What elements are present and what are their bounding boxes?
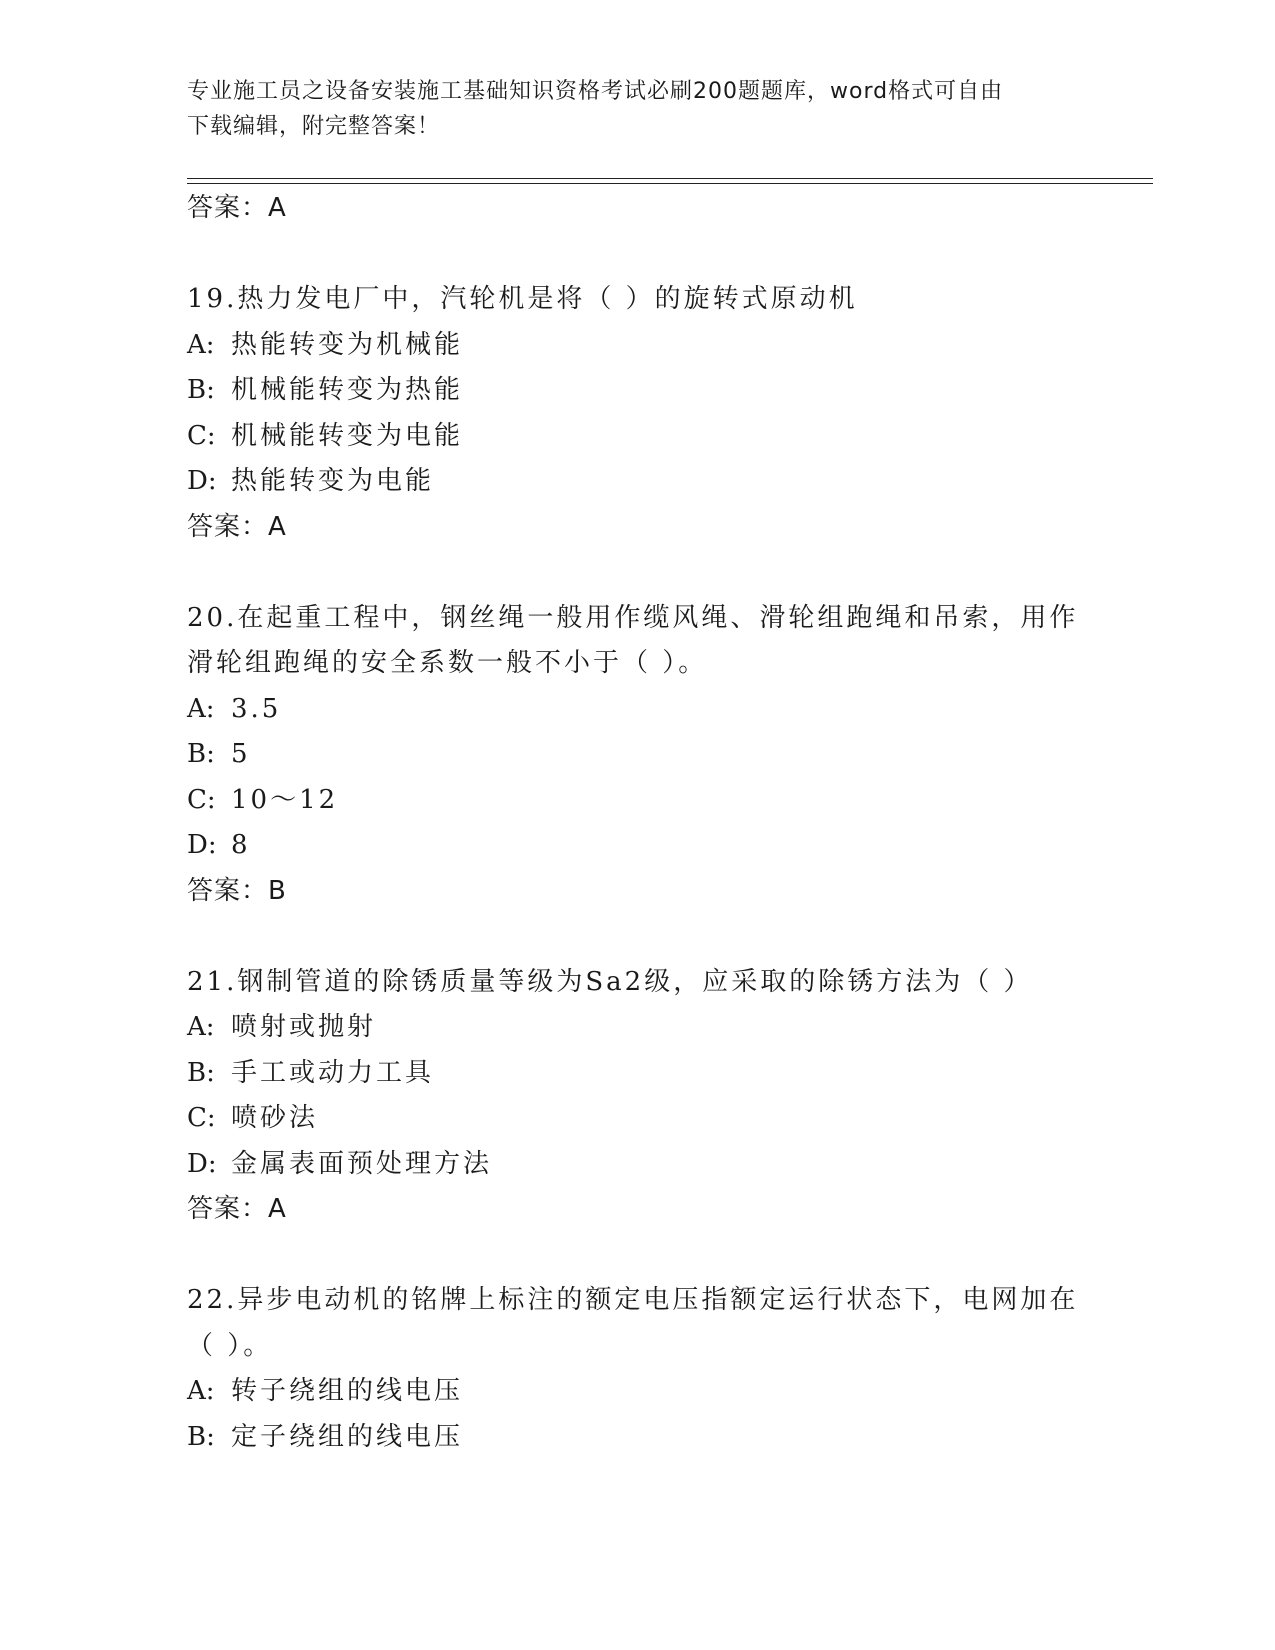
spacer xyxy=(187,550,1087,596)
option-item xyxy=(187,1142,1087,1188)
header-rule-top xyxy=(187,178,1153,179)
option-label: B: xyxy=(187,1421,215,1452)
question-text: 22.异步电动机的铭牌上标注的额定电压指额定运行状态下，电网加在 xyxy=(187,1285,1079,1315)
option-label: B: xyxy=(187,1057,215,1088)
option-label: C: xyxy=(187,784,216,815)
question-block xyxy=(187,960,1087,1233)
option-item xyxy=(187,459,1087,505)
question-block xyxy=(187,277,1087,550)
option-text: 10～12 xyxy=(231,784,339,815)
option-text: 8 xyxy=(231,830,251,860)
option-item xyxy=(187,1096,1087,1142)
option-text: 机械能转变为热能 xyxy=(231,375,464,405)
option-item xyxy=(187,323,1087,369)
header-line-2: 下载编辑，附完整答案！ xyxy=(187,114,441,139)
answer-text: 答案：A xyxy=(187,511,287,542)
previous-answer: 答案：A xyxy=(187,193,287,223)
option-text: 手工或动力工具 xyxy=(231,1057,435,1088)
question-text-continued: 滑轮组跑绳的安全系数一般不小于（ ）。 xyxy=(187,648,708,678)
header-line-1: 专业施工员之设备安装施工基础知识资格考试必刷200题题库，word格式可自由 xyxy=(187,79,1004,104)
question-text: 20.在起重工程中，钢丝绳一般用作缆风绳、滑轮组跑绳和吊索，用作 xyxy=(187,602,1079,633)
option-item xyxy=(187,1051,1087,1097)
option-text: 热能转变为机械能 xyxy=(231,329,464,360)
answer-text: 答案：A xyxy=(187,1194,287,1224)
option-item xyxy=(187,1005,1087,1051)
question-text: 21.钢制管道的除锈质量等级为Sa2级，应采取的除锈方法为（ ） xyxy=(187,966,1033,997)
option-label: C: xyxy=(187,1103,216,1133)
option-label: D: xyxy=(187,1148,217,1179)
option-item xyxy=(187,1369,1087,1415)
option-text: 5 xyxy=(231,739,251,769)
question-text: 19.热力发电厂中，汽轮机是将（ ）的旋转式原动机 xyxy=(187,284,858,314)
document-header xyxy=(187,74,1067,144)
option-text: 金属表面预处理方法 xyxy=(231,1148,493,1179)
option-text: 定子绕组的线电压 xyxy=(231,1421,464,1452)
option-label: A: xyxy=(187,693,215,724)
question-block xyxy=(187,1278,1087,1460)
option-item xyxy=(187,1415,1087,1461)
option-item xyxy=(187,732,1087,778)
option-text: 机械能转变为电能 xyxy=(231,420,464,451)
spacer xyxy=(187,1233,1087,1279)
option-item xyxy=(187,823,1087,869)
option-item xyxy=(187,687,1087,733)
spacer xyxy=(187,232,1087,278)
option-label: B: xyxy=(187,739,215,769)
option-label: B: xyxy=(187,375,215,405)
option-text: 3.5 xyxy=(231,693,282,724)
option-label: D: xyxy=(187,466,217,496)
option-label: D: xyxy=(187,830,217,860)
spacer xyxy=(187,914,1087,960)
option-text: 喷射或抛射 xyxy=(231,1012,377,1042)
option-label: A: xyxy=(187,1012,215,1042)
option-label: C: xyxy=(187,420,216,451)
answer-text: 答案：B xyxy=(187,875,287,906)
question-list xyxy=(187,186,1087,1460)
option-text: 喷砂法 xyxy=(231,1103,319,1133)
option-item xyxy=(187,368,1087,414)
option-item xyxy=(187,778,1087,824)
question-text-continued: （ ）。 xyxy=(187,1330,273,1361)
header-rule-bottom xyxy=(187,183,1153,184)
option-label: A: xyxy=(187,329,215,360)
option-label: A: xyxy=(187,1376,215,1406)
option-item xyxy=(187,414,1087,460)
question-block xyxy=(187,596,1087,915)
option-text: 热能转变为电能 xyxy=(231,466,435,496)
option-text: 转子绕组的线电压 xyxy=(231,1376,464,1406)
